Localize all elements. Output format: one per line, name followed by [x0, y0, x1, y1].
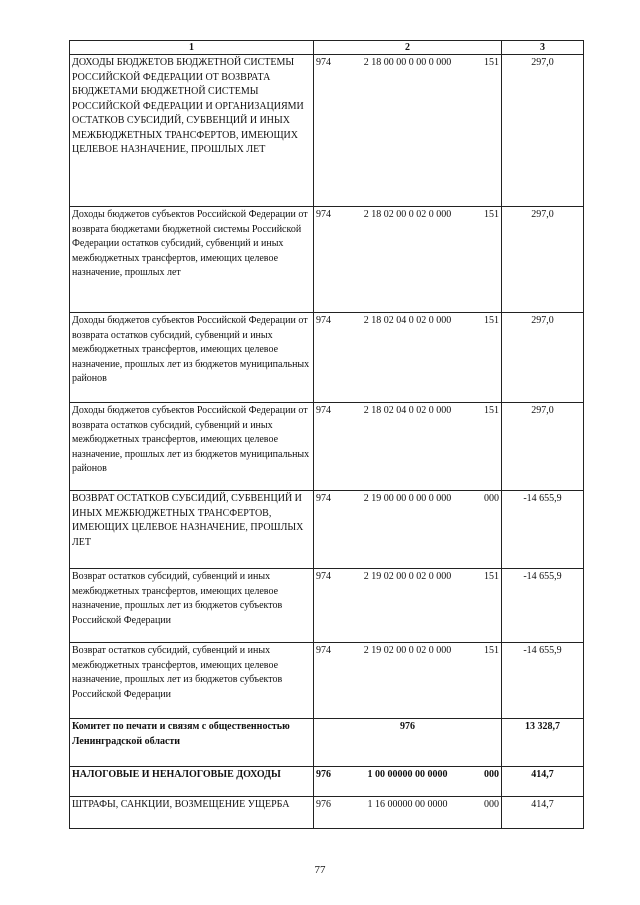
row-admin-code: 974 — [316, 571, 331, 582]
table-row — [70, 643, 584, 719]
row-sum: -14 655,9 — [502, 569, 584, 643]
row-name: НАЛОГОВЫЕ И НЕНАЛОГОВЫЕ ДОХОДЫ — [70, 767, 314, 797]
row-budget-code: 2 18 02 04 0 02 0 000 — [363, 315, 452, 326]
row-code-cell — [314, 313, 502, 403]
row-code-cell — [314, 569, 502, 643]
row-admin-code: 976 — [316, 799, 331, 810]
row-budget-code: 2 18 02 04 0 02 0 000 — [363, 405, 452, 416]
table-row — [70, 797, 584, 829]
header-row — [70, 41, 584, 55]
row-name: Возврат остатков субсидий, субвенций и иных межбюджетных трансфертов, имеющих целевое назначение, прошлых лет из бюджетов субъектов Российской Федерации — [70, 569, 314, 643]
row-name: ДОХОДЫ БЮДЖЕТОВ БЮДЖЕТНОЙ СИСТЕМЫ РОССИЙСКОЙ ФЕДЕРАЦИИ ОТ ВОЗВРАТА БЮДЖЕТАМИ БЮДЖЕТНОЙ СИСТЕМЫ РОССИЙСКОЙ ФЕДЕРАЦИИ И ОРГАНИЗАЦИЯМИ ОСТАТКОВ СУБСИДИЙ, СУБВЕНЦИЙ И ИНЫХ МЕЖБЮДЖЕТНЫХ ТРАНСФЕРТОВ, ИМЕЮЩИХ ЦЕЛЕВОЕ НАЗНАЧЕНИЕ, ПРОШЛЫХ ЛЕТ — [70, 55, 314, 207]
row-kind-code: 151 — [484, 571, 499, 582]
row-code-cell — [314, 797, 502, 829]
row-name: Доходы бюджетов субъектов Российской Федерации от возврата остатков субсидий, субвенций и иных межбюджетных трансфертов, имеющих целевое назначение, прошлых лет из бюджетов муниципальных районов — [70, 403, 314, 491]
row-budget-code: 2 18 02 00 0 02 0 000 — [363, 209, 452, 220]
row-admin-code: 974 — [316, 57, 331, 68]
row-kind-code: 151 — [484, 405, 499, 416]
row-sum: 297,0 — [502, 403, 584, 491]
table-row — [70, 403, 584, 491]
row-sum: 13 328,7 — [502, 719, 584, 767]
row-admin-code: 974 — [316, 493, 331, 504]
row-committee-code: 976 — [314, 719, 502, 767]
table-row — [70, 491, 584, 569]
row-kind-code: 000 — [484, 799, 499, 810]
budget-table — [69, 40, 584, 829]
row-kind-code: 151 — [484, 645, 499, 656]
row-name: ВОЗВРАТ ОСТАТКОВ СУБСИДИЙ, СУБВЕНЦИЙ И ИНЫХ МЕЖБЮДЖЕТНЫХ ТРАНСФЕРТОВ, ИМЕЮЩИХ ЦЕЛЕВОЕ НАЗНАЧЕНИЕ, ПРОШЛЫХ ЛЕТ — [70, 491, 314, 569]
row-budget-code: 2 18 00 00 0 00 0 000 — [363, 57, 452, 68]
row-code-cell — [314, 55, 502, 207]
row-code-cell — [314, 767, 502, 797]
table-row — [70, 569, 584, 643]
row-code-cell — [314, 491, 502, 569]
row-admin-code: 974 — [316, 645, 331, 656]
table-row — [70, 55, 584, 207]
row-name: Комитет по печати и связям с общественностью Ленинградской области — [70, 719, 314, 767]
row-admin-code: 974 — [316, 315, 331, 326]
row-kind-code: 151 — [484, 209, 499, 220]
header-col-1: 1 — [70, 41, 314, 55]
header-col-2: 2 — [314, 41, 502, 55]
row-kind-code: 151 — [484, 57, 499, 68]
row-sum: 297,0 — [502, 55, 584, 207]
row-kind-code: 151 — [484, 315, 499, 326]
row-sum: 414,7 — [502, 767, 584, 797]
header-col-3: 3 — [502, 41, 584, 55]
table-row — [70, 767, 584, 797]
page-number: 77 — [314, 864, 326, 876]
row-admin-code: 976 — [316, 769, 331, 780]
row-name: Доходы бюджетов субъектов Российской Федерации от возврата остатков субсидий, субвенций и иных межбюджетных трансфертов, имеющих целевое назначение, прошлых лет из бюджетов муниципальных районов — [70, 313, 314, 403]
row-kind-code: 000 — [484, 769, 499, 780]
row-admin-code: 974 — [316, 209, 331, 220]
row-sum: -14 655,9 — [502, 643, 584, 719]
row-sum: 297,0 — [502, 313, 584, 403]
table-row-committee — [70, 719, 584, 767]
row-name: Возврат остатков субсидий, субвенций и иных межбюджетных трансфертов, имеющих целевое назначение, прошлых лет из бюджетов субъектов Российской Федерации — [70, 643, 314, 719]
row-sum: 414,7 — [502, 797, 584, 829]
table-row — [70, 207, 584, 313]
row-budget-code: 2 19 02 00 0 02 0 000 — [363, 571, 452, 582]
row-sum: 297,0 — [502, 207, 584, 313]
row-budget-code: 2 19 00 00 0 00 0 000 — [363, 493, 452, 504]
row-code-cell — [314, 207, 502, 313]
row-budget-code: 1 16 00000 00 0000 — [367, 799, 448, 810]
row-name: Доходы бюджетов субъектов Российской Федерации от возврата бюджетами бюджетной системы Российской Федерации остатков субсидий, субвенций и иных межбюджетных трансфертов, имеющих целевое назначение, прошлых лет — [70, 207, 314, 313]
row-code-cell — [314, 643, 502, 719]
row-name: ШТРАФЫ, САНКЦИИ, ВОЗМЕЩЕНИЕ УЩЕРБА — [70, 797, 314, 829]
row-budget-code: 1 00 00000 00 0000 — [367, 769, 448, 780]
row-budget-code: 2 19 02 00 0 02 0 000 — [363, 645, 452, 656]
table-row — [70, 313, 584, 403]
row-kind-code: 000 — [484, 493, 499, 504]
row-admin-code: 974 — [316, 405, 331, 416]
row-sum: -14 655,9 — [502, 491, 584, 569]
row-code-cell — [314, 403, 502, 491]
